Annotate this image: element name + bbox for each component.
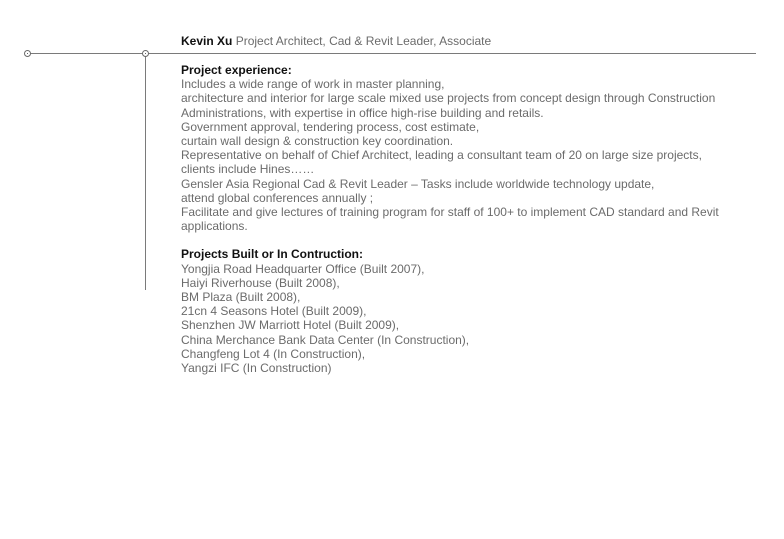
experience-line: Government approval, tendering process, cost estimate, <box>181 119 480 134</box>
project-item: BM Plaza (Built 2008), <box>181 290 301 305</box>
project-item: Haiyi Riverhouse (Built 2008), <box>181 275 340 290</box>
experience-line: Facilitate and give lectures of training program for staff of 100+ to implement CAD standard and Revit <box>181 205 719 220</box>
experience-line: attend global conferences annually ; <box>181 190 374 205</box>
person-name: Kevin Xu <box>181 34 233 48</box>
project-item: Yongjia Road Headquarter Office (Built 2007), <box>181 261 425 276</box>
projects-section <box>181 247 771 375</box>
junction-node-icon <box>142 50 149 57</box>
project-item: China Merchance Bank Data Center (In Construction), <box>181 332 470 347</box>
experience-line: Representative on behalf of Chief Architect, leading a consultant team of 20 on large size projects, <box>181 148 702 163</box>
experience-line: Includes a wide range of work in master planning, <box>181 77 445 92</box>
project-item: Shenzhen JW Marriott Hotel (Built 2009), <box>181 318 400 333</box>
projects-heading: Projects Built or In Contruction: <box>181 247 363 262</box>
project-item: Changfeng Lot 4 (In Construction), <box>181 346 366 361</box>
experience-line: clients include Hines…… <box>181 162 315 177</box>
header-line <box>181 34 771 49</box>
experience-section <box>181 63 771 233</box>
experience-line: curtain wall design & construction key coordination. <box>181 134 454 149</box>
experience-line: architecture and interior for large scale mixed use projects from concept design through Construction <box>181 91 716 106</box>
experience-line: Administrations, with expertise in office high-rise building and retails. <box>181 105 544 120</box>
project-item: Yangzi IFC (In Construction) <box>181 361 332 376</box>
vertical-guide-line <box>145 54 146 290</box>
experience-heading: Project experience: <box>181 63 292 77</box>
resume-content <box>181 34 771 375</box>
project-item: 21cn 4 Seasons Hotel (Built 2009), <box>181 304 367 319</box>
left-node-icon <box>24 50 31 57</box>
experience-line: Gensler Asia Regional Cad & Revit Leader – Tasks include worldwide technology update, <box>181 176 655 191</box>
experience-line: applications. <box>181 219 248 234</box>
person-role: Project Architect, Cad & Revit Leader, Associate <box>235 34 492 48</box>
